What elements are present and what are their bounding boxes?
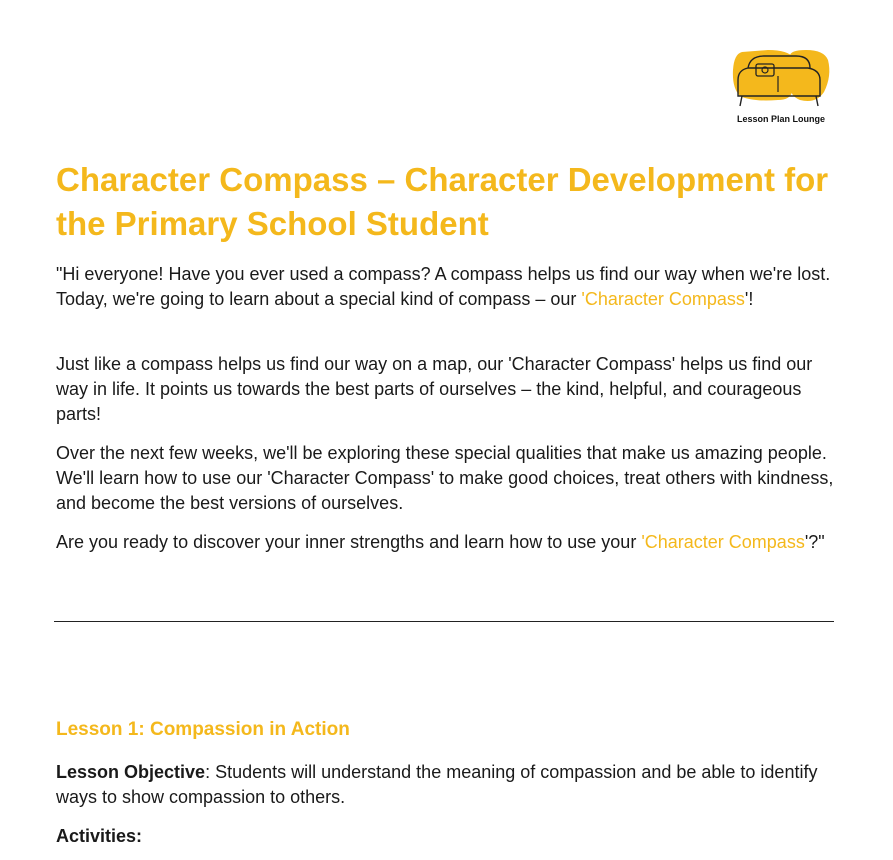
armchair-logo-icon xyxy=(728,46,834,114)
intro-p4-end: '?" xyxy=(804,532,825,552)
lesson-objective-label: Lesson Objective xyxy=(56,762,206,782)
section-divider xyxy=(54,621,834,622)
lesson-objective-text: : Students will understand the meaning of compassion and be able to identify ways to show compassion to others. xyxy=(56,762,818,807)
intro-p1-start: "Hi everyone! Have you ever used a compass? A compass helps us find our way when we're lost. Today, we're going to learn about a special kind of compass – our xyxy=(56,264,831,309)
logo-text: Lesson Plan Lounge xyxy=(736,114,825,124)
intro-p1-end: '! xyxy=(744,289,754,309)
intro-paragraph-1 xyxy=(56,262,846,312)
character-compass-highlight: 'Character Compass xyxy=(641,532,805,552)
intro-p4-start: Are you ready to discover your inner strengths and learn how to use your xyxy=(56,532,642,552)
character-compass-highlight: 'Character Compass xyxy=(581,289,745,309)
activities-heading: Activities: xyxy=(56,826,143,846)
intro-paragraph-4 xyxy=(56,530,846,555)
intro-paragraph-3: Over the next few weeks, we'll be exploring these special qualities that make us amazing people. We'll learn how to use our 'Character Compass' to make good choices, treat others with kindness, and become the best versions of ourselves. xyxy=(56,443,834,513)
page-title: Character Compass – Character Development for the Primary School Student xyxy=(56,161,829,242)
intro-paragraph-2: Just like a compass helps us find our way on a map, our 'Character Compass' helps us find our way in life. It points us towards the best parts of ourselves – the kind, helpful, and courageous parts! xyxy=(56,354,813,424)
lesson-1-title: Lesson 1: Compassion in Action xyxy=(56,719,350,740)
lesson-objective xyxy=(56,760,846,810)
lesson-plan-lounge-logo xyxy=(728,46,834,126)
